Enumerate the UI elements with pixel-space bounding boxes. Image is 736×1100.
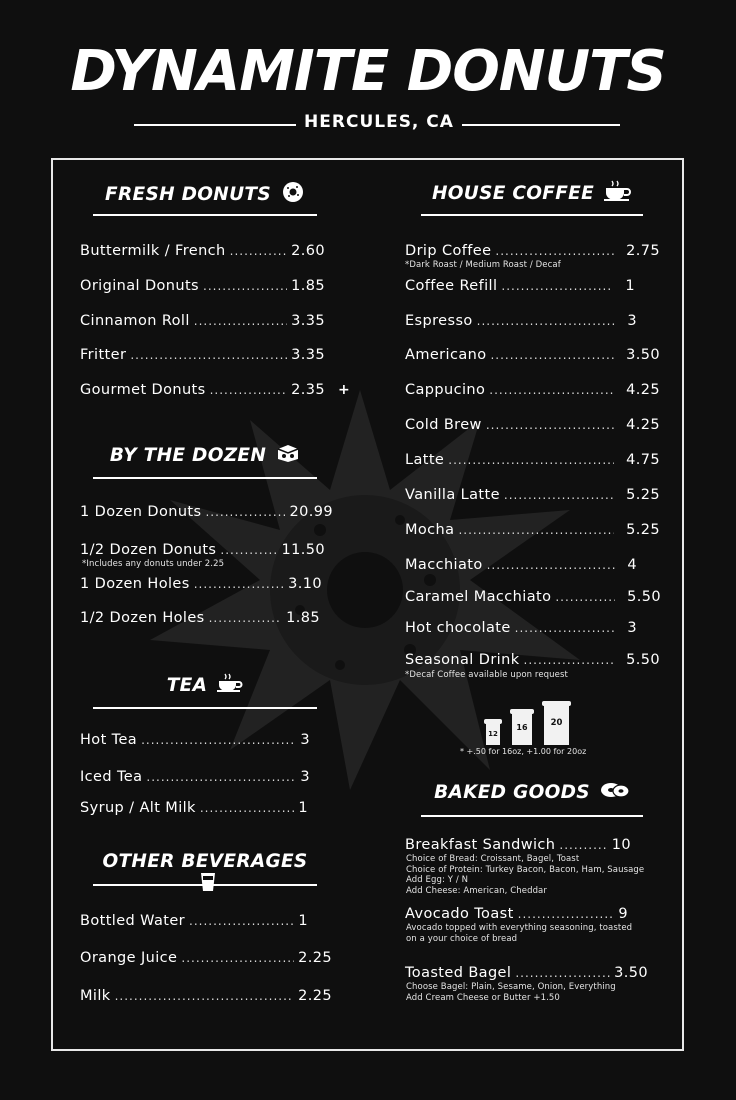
menu-item	[80, 278, 325, 294]
item-name: 1/2 Dozen Holes	[80, 610, 205, 626]
item-price: 1.85	[291, 278, 325, 294]
item-price: 5.50	[626, 652, 660, 668]
item-name: Hot Tea	[80, 732, 138, 748]
item-name: Cold Brew	[405, 417, 482, 433]
leader-dots	[515, 621, 616, 635]
menu-item	[80, 610, 320, 626]
item-name: Bottled Water	[80, 913, 186, 929]
leader-dots	[194, 314, 287, 328]
item-name: Iced Tea	[80, 769, 143, 785]
section-rule	[93, 214, 317, 216]
item-name: Fritter	[80, 347, 127, 363]
cup-size-20-icon	[544, 705, 569, 745]
leader-dots	[458, 523, 614, 537]
item-price: 5.25	[626, 487, 660, 503]
item-price: 11.50	[281, 542, 325, 558]
item-note	[406, 982, 616, 1003]
item-note: *Dark Roast / Medium Roast / Decaf	[405, 260, 561, 270]
item-name: Vanilla Latte	[405, 487, 500, 503]
item-price: 4.25	[626, 382, 660, 398]
item-price: 4	[627, 557, 637, 573]
note-line: Add Cream Cheese or Butter +1.50	[406, 992, 560, 1003]
item-price: 1	[298, 913, 308, 929]
note-line: Add Cheese: American, Cheddar	[406, 885, 547, 896]
item-price: 3	[627, 313, 637, 329]
leader-dots	[189, 914, 294, 928]
cup-size-label: 16	[516, 723, 528, 732]
item-price: 9	[618, 906, 628, 922]
item-note	[406, 854, 644, 896]
leader-dots	[501, 279, 613, 293]
leader-dots	[486, 418, 614, 432]
item-price: 4.75	[626, 452, 660, 468]
menu-item	[405, 243, 660, 259]
leader-dots	[194, 577, 284, 591]
item-price: 3.50	[614, 965, 648, 981]
section-title: FRESH DONUTS	[105, 184, 271, 205]
menu-item	[80, 732, 310, 748]
item-price: 10	[611, 837, 631, 853]
menu-item	[80, 988, 332, 1004]
menu-item	[405, 417, 660, 433]
item-name: 1 Dozen Holes	[80, 576, 190, 592]
section-rule	[421, 214, 643, 216]
note-line: Choice of Bread: Croissant, Bagel, Toast	[406, 854, 580, 864]
leader-dots	[515, 966, 610, 980]
menu-item	[80, 913, 308, 929]
leader-dots	[205, 505, 285, 519]
cup-sizes	[482, 697, 572, 745]
size-upcharge-note: * +.50 for 16oz, +1.00 for 20oz	[460, 747, 587, 756]
leader-dots	[130, 348, 287, 362]
menu-item	[80, 347, 325, 363]
note-line: Add Egg: Y / N	[406, 875, 469, 885]
leader-dots	[230, 244, 287, 258]
section-tea-heading	[93, 673, 317, 703]
item-price: 3.35	[291, 313, 325, 329]
item-name: Seasonal Drink	[405, 652, 520, 668]
item-name: Macchiato	[405, 557, 483, 573]
donut-icon	[281, 180, 305, 209]
item-name: Coffee Refill	[405, 278, 498, 294]
menu-item	[405, 589, 661, 605]
leader-dots	[209, 611, 283, 625]
section-title: TEA	[166, 675, 208, 696]
menu-item	[405, 487, 660, 503]
leader-dots	[524, 653, 615, 667]
note-line: Avocado topped with everything seasoning, toasted	[406, 923, 633, 933]
item-name: Mocha	[405, 522, 455, 538]
divider	[462, 124, 620, 126]
note-line: Choice of Protein: Turkey Bacon, Bacon, Ham, Sausage	[406, 864, 645, 875]
note-line: Choose Bagel: Plain, Sesame, Onion, Everything	[406, 982, 616, 992]
leader-dots	[504, 488, 614, 502]
leader-dots	[210, 383, 288, 397]
item-price: 2.25	[298, 988, 332, 1004]
item-note: *Includes any donuts under 2.25	[82, 559, 225, 569]
item-name: Orange Juice	[80, 950, 178, 966]
item-price: 3	[300, 732, 310, 748]
item-name: Gourmet Donuts	[80, 382, 206, 398]
item-price: 1	[298, 800, 308, 816]
menu-item	[405, 452, 660, 468]
item-price: 20.99	[289, 504, 333, 520]
leader-dots	[559, 838, 607, 852]
leader-dots	[203, 279, 287, 293]
item-name: Original Donuts	[80, 278, 200, 294]
cup-size-16-icon	[512, 713, 532, 745]
menu-item	[80, 950, 332, 966]
donut-box-icon	[276, 443, 300, 468]
menu-item	[405, 557, 637, 573]
leader-dots	[489, 383, 614, 397]
menu-item	[80, 313, 325, 329]
menu-item	[80, 504, 333, 520]
cup-size-label: 20	[550, 718, 563, 728]
leader-dots	[200, 801, 295, 815]
plus-sign: +	[338, 382, 350, 398]
leader-dots	[181, 951, 294, 965]
section-rule	[421, 815, 643, 817]
item-price: 3.50	[626, 347, 660, 363]
section-house-coffee-heading	[421, 180, 643, 210]
item-name: 1/2 Dozen Donuts	[80, 542, 217, 558]
menu-item	[405, 278, 635, 294]
leader-dots	[495, 244, 614, 258]
item-price: 5.50	[627, 589, 661, 605]
item-price: 3.10	[288, 576, 322, 592]
item-name: Breakfast Sandwich	[405, 837, 556, 853]
section-rule	[93, 477, 317, 479]
menu-item	[80, 769, 310, 785]
item-name: Caramel Macchiato	[405, 589, 552, 605]
coffee-cup-icon	[604, 180, 632, 207]
leader-dots	[448, 453, 614, 467]
section-by-the-dozen-heading	[93, 443, 317, 473]
section-rule	[93, 884, 317, 886]
leader-dots	[115, 989, 295, 1003]
item-price: 2.35	[291, 382, 325, 398]
item-price: 1	[625, 278, 635, 294]
leader-dots	[487, 558, 616, 572]
section-fresh-donuts-heading	[93, 180, 317, 210]
item-price: 2.75	[626, 243, 660, 259]
item-name: Espresso	[405, 313, 473, 329]
menu-item	[405, 382, 660, 398]
tea-cup-icon	[217, 673, 243, 698]
menu-item	[405, 347, 660, 363]
item-name: Americano	[405, 347, 487, 363]
item-name: Milk	[80, 988, 111, 1004]
section-other-beverages-heading	[93, 850, 317, 880]
item-name: Latte	[405, 452, 445, 468]
section-title: BAKED GOODS	[434, 782, 590, 803]
menu-item	[405, 522, 660, 538]
menu-item	[80, 382, 325, 398]
brand-title: DYNAMITE DONUTS	[70, 39, 666, 104]
menu-item	[405, 837, 631, 853]
menu-item	[80, 542, 325, 558]
location-text: HERCULES, CA	[304, 112, 454, 132]
section-title: HOUSE COFFEE	[431, 183, 595, 204]
item-price: 3	[627, 620, 637, 636]
bagel-icon	[600, 781, 630, 804]
item-note	[406, 923, 632, 944]
item-price: 4.25	[626, 417, 660, 433]
divider	[134, 124, 296, 126]
item-price: 2.25	[298, 950, 332, 966]
note-line: on a your choice of bread	[406, 933, 518, 944]
item-name: 1 Dozen Donuts	[80, 504, 202, 520]
item-name: Hot chocolate	[405, 620, 511, 636]
leader-dots	[141, 733, 296, 747]
section-title: BY THE DOZEN	[109, 445, 267, 466]
leader-dots	[518, 907, 615, 921]
item-name: Syrup / Alt Milk	[80, 800, 196, 816]
menu-item	[80, 243, 325, 259]
item-name: Drip Coffee	[405, 243, 492, 259]
section-rule	[93, 707, 317, 709]
cup-size-label: 12	[488, 730, 498, 738]
item-price: 5.25	[626, 522, 660, 538]
item-price: 2.60	[291, 243, 325, 259]
section-title: OTHER BEVERAGES	[102, 850, 308, 872]
leader-dots	[555, 590, 615, 604]
item-name: Toasted Bagel	[405, 965, 512, 981]
item-price: 3.35	[291, 347, 325, 363]
item-name: Buttermilk / French	[80, 243, 226, 259]
leader-dots	[220, 543, 277, 557]
cup-size-12-icon	[486, 723, 500, 745]
menu-item	[405, 906, 628, 922]
menu-item	[405, 620, 637, 636]
menu-item	[405, 652, 660, 668]
leader-dots	[146, 770, 296, 784]
section-baked-goods-heading	[421, 781, 643, 811]
item-price: 1.85	[286, 610, 320, 626]
item-note: *Decaf Coffee available upon request	[405, 670, 568, 680]
menu-item	[405, 965, 648, 981]
leader-dots	[477, 314, 616, 328]
leader-dots	[490, 348, 614, 362]
item-name: Cinnamon Roll	[80, 313, 190, 329]
menu-item	[80, 576, 322, 592]
item-name: Cappucino	[405, 382, 486, 398]
location-line	[0, 112, 736, 138]
item-name: Avocado Toast	[405, 906, 514, 922]
menu-item	[405, 313, 637, 329]
menu-item	[80, 800, 308, 816]
item-price: 3	[300, 769, 310, 785]
